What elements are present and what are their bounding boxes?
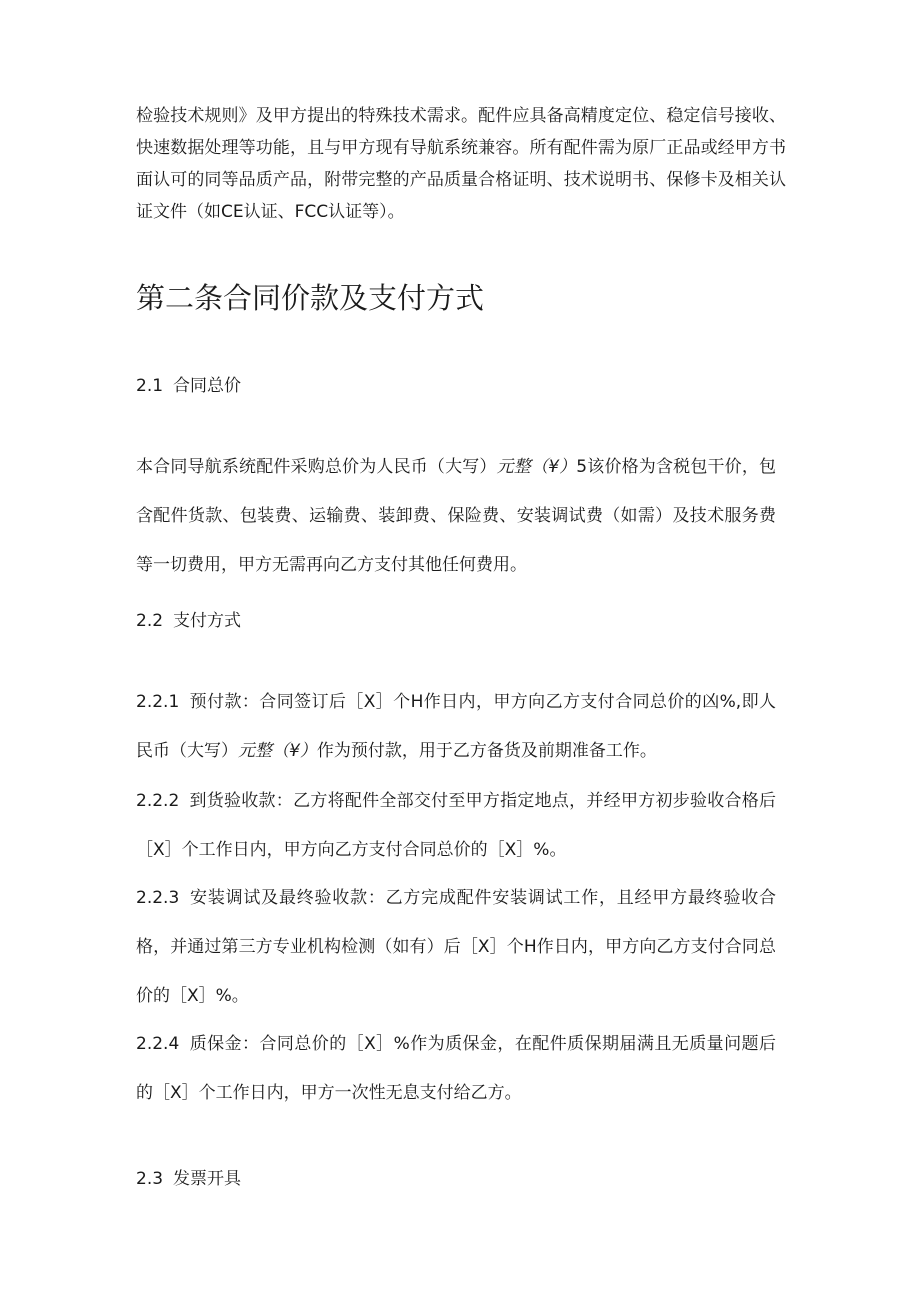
text-run: 预付款：合同签订后［X］个H作日内，甲方向乙方支付合同总价的凶%,即人民币（大写）: [136, 692, 776, 761]
intro-paragraph: 检验技术规则》及甲方提出的特殊技术需求。配件应具备高精度定位、稳定信号接收、快速数据处理等功能，且与甲方现有导航系统兼容。所有配件需为原厂正品或经甲方书面认可的同等品质产品，附带完整的产品质量合格证明、技术说明书、保修卡及相关认证文件（如CE认证、FCC认证等）。: [136, 106, 786, 222]
clause-2-2-2: [136, 777, 776, 875]
text-run: 安装调试及最终验收款：乙方完成配件安装调试工作，且经甲方最终验收合格，并通过第三方专业机构检测（如有）后［X］个H作日内，甲方向乙方支付合同总价的［X］%。: [136, 888, 776, 1006]
section-title: 合同总价: [173, 376, 242, 396]
clause-number: 2.2.2: [136, 791, 180, 811]
text-run: 本合同导航系统配件采购总价为人民币（大写）: [136, 457, 497, 477]
section-number: 2.3: [136, 1169, 164, 1189]
text-run: 5该价格为含税包干价，包含配件货款、包装费、运输费、装卸费、保险费、安装调试费（如需）及技术服务费等一切费用，甲方无需再向乙方支付其他任何费用。: [136, 457, 776, 575]
clause-2-2-1: [136, 678, 776, 776]
section-2-1-paragraph: [136, 443, 776, 590]
section-2-3-heading: [136, 1163, 241, 1195]
section-number: 2.1: [136, 376, 164, 396]
section-title: 支付方式: [173, 611, 242, 631]
section-number: 2.2: [136, 611, 164, 631]
section-title: 发票开具: [173, 1169, 242, 1189]
clause-number: 2.2.3: [136, 888, 180, 908]
clause-2-2-4: [136, 1020, 776, 1118]
section-2-1-heading: [136, 370, 241, 402]
clause-number: 2.2.1: [136, 692, 180, 712]
clause-number: 2.2.4: [136, 1034, 180, 1054]
clause-2-2-3: [136, 874, 776, 1021]
text-run: 到货验收款：乙方将配件全部交付至甲方指定地点，并经甲方初步验收合格后［X］个工作日内，甲方向乙方支付合同总价的［X］%。: [136, 791, 776, 860]
article-title: 第二条合同价款及支付方式: [136, 281, 485, 315]
section-2-2-heading: [136, 605, 241, 637]
text-run: 作为预付款，用于乙方备货及前期准备工作。: [316, 741, 657, 761]
italic-text-run: 元整（¥）: [238, 741, 317, 761]
italic-text-run: 元整（¥）: [496, 457, 577, 477]
text-run: 质保金：合同总价的［X］%作为质保金，在配件质保期届满且无质量问题后的［X］个工作日内，甲方一次性无息支付给乙方。: [136, 1034, 776, 1103]
